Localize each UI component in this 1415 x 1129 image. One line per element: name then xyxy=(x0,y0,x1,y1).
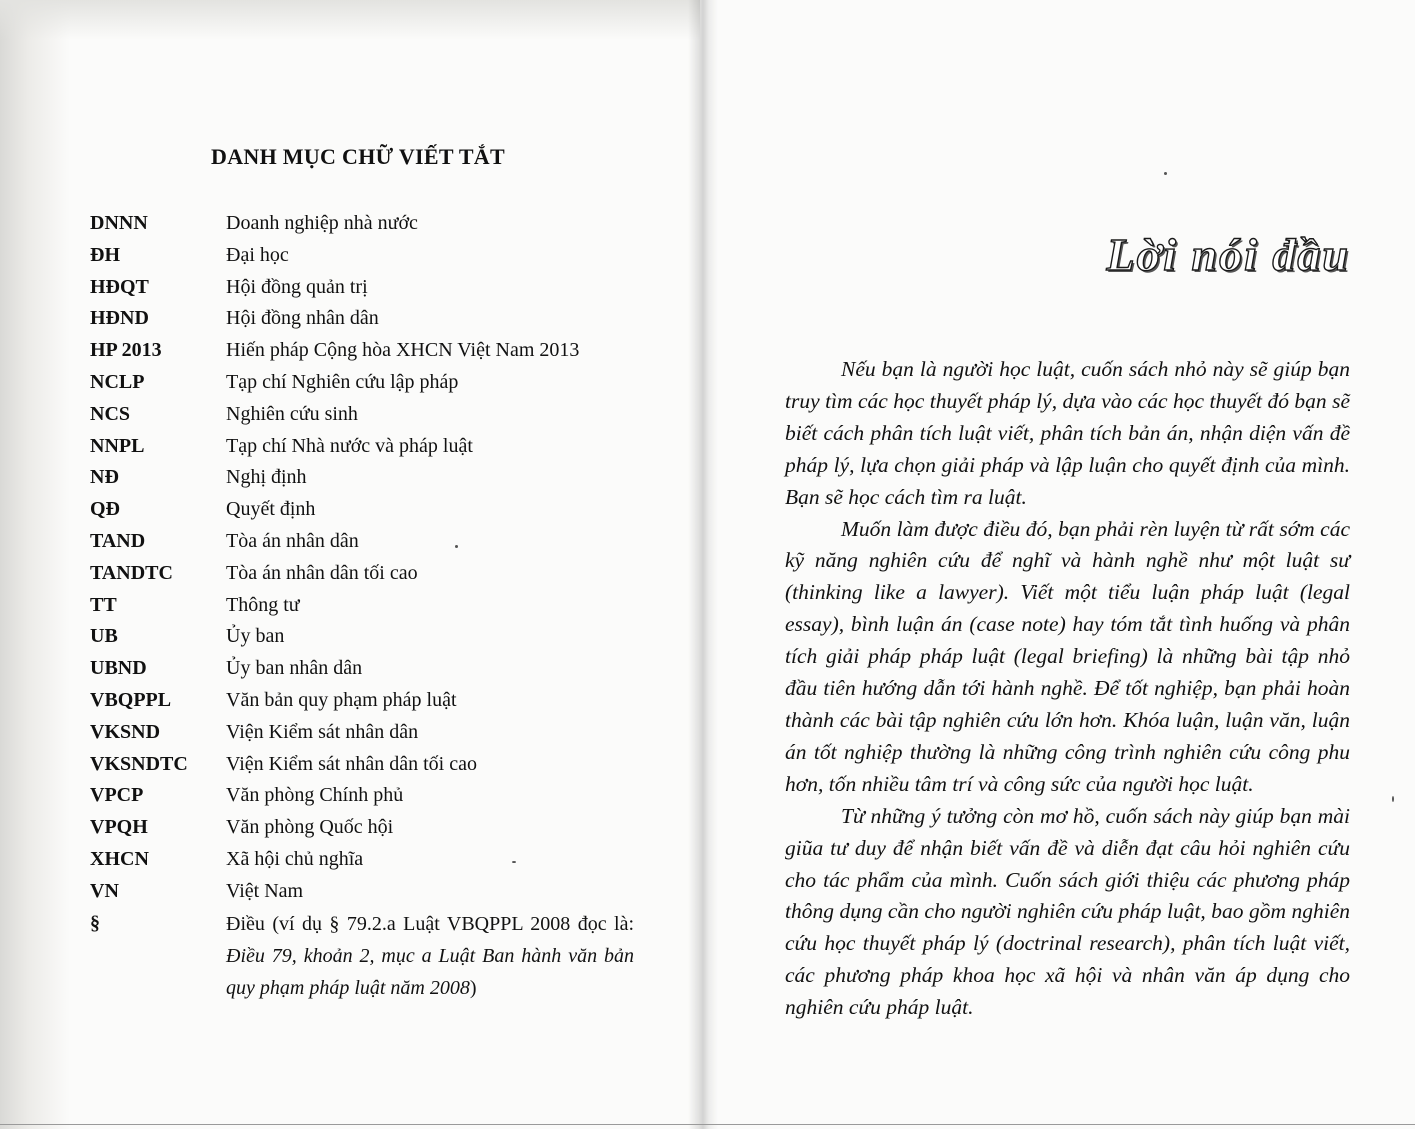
abbreviation-definition: Ủy ban xyxy=(226,625,285,648)
abbreviation-definition: Đại học xyxy=(226,243,289,266)
abbreviation-definition: Nghị định xyxy=(226,466,307,489)
abbreviation-row xyxy=(90,685,650,717)
abbreviations-list xyxy=(90,208,650,1008)
abbreviation-definition: Viện Kiểm sát nhân dân xyxy=(226,720,419,743)
abbreviation-term: XHCN xyxy=(90,847,149,870)
abbreviation-row xyxy=(90,240,650,272)
abbreviation-row xyxy=(90,590,650,622)
abbreviation-definition: Văn phòng Chính phủ xyxy=(226,784,404,807)
abbreviation-term: NNPL xyxy=(90,434,145,457)
abbreviation-definition: Nghiên cứu sinh xyxy=(226,402,358,425)
preface-body xyxy=(785,354,1350,1024)
abbreviation-term: NCLP xyxy=(90,370,145,393)
abbreviation-term: HĐND xyxy=(90,307,149,330)
abbreviation-row xyxy=(90,462,650,494)
book-gutter xyxy=(688,0,718,1129)
section-sign-definition-example: Điều 79, khoản 2, mục a Luật Ban hành văn bản quy phạm pháp luật năm 2008 xyxy=(226,944,634,999)
preface-paragraph: Nếu bạn là người học luật, cuốn sách nhỏ này sẽ giúp bạn truy tìm các học thuyết pháp lý, dựa vào các học thuyết đó bạn sẽ biết cách phân tích luật viết, phân tích bản án, nhận diện vấn đề pháp lý, lựa chọn giải pháp và lập luận cho quyết định của mình. Bạn sẽ học cách tìm ra luật. xyxy=(785,357,1350,509)
abbreviation-definition: Việt Nam xyxy=(226,879,304,902)
abbreviations-title: DANH MỤC CHỮ VIẾT TẮT xyxy=(211,144,505,169)
abbreviation-row xyxy=(90,431,650,463)
abbreviation-row xyxy=(90,717,650,749)
abbreviation-term: HĐQT xyxy=(90,275,149,298)
abbreviation-row xyxy=(90,621,650,653)
abbreviation-row-section-sign xyxy=(90,908,650,1008)
abbreviation-term: ĐH xyxy=(90,243,120,266)
abbreviation-definition: Xã hội chủ nghĩa xyxy=(226,847,364,870)
abbreviation-definition: Hiến pháp Cộng hòa XHCN Việt Nam 2013 xyxy=(226,339,580,362)
section-sign-definition-suffix: ) xyxy=(469,976,477,999)
abbreviation-definition: Thông tư xyxy=(226,593,300,616)
abbreviation-row xyxy=(90,367,650,399)
abbreviation-row xyxy=(90,558,650,590)
abbreviation-definition: Văn bản quy phạm pháp luật xyxy=(226,688,457,711)
abbreviation-term: DNNN xyxy=(90,212,148,234)
abbreviation-term: UB xyxy=(90,625,118,648)
abbreviation-row xyxy=(90,812,650,844)
abbreviation-definition: Văn phòng Quốc hội xyxy=(226,816,394,839)
preface-paragraph: Muốn làm được điều đó, bạn phải rèn luyện từ rất sớm các kỹ năng nghiên cứu để nghĩ và hành nghề như một luật sư (thinking like a lawyer). Viết một tiểu luận pháp luật (legal essay), bình luận án (case note) hay tóm tắt tình huống và phân tích giải pháp pháp luật (legal briefing) là những bài tập nhỏ đầu tiên hướng dẫn tới hành nghề. Để tốt nghiệp, bạn phải hoàn thành các bài tập nghiên cứu lớn hơn. Khóa luận, luận văn, luận án tốt nghiệp thường là những công trình nghiên cứu công phu hơn, tốn nhiều tâm trí và công sức của người học luật. xyxy=(785,516,1350,796)
preface-title: Lời nói đầu xyxy=(1106,229,1350,280)
abbreviation-row xyxy=(90,335,650,367)
page-bottom-edge xyxy=(0,1124,1415,1125)
abbreviation-definition: Tạp chí Nhà nước và pháp luật xyxy=(226,434,473,457)
scan-speck xyxy=(1392,796,1394,802)
abbreviation-definition: Ủy ban nhân dân xyxy=(226,657,363,680)
abbreviation-term: VPQH xyxy=(90,816,148,839)
abbreviation-definition: Tòa án nhân dân xyxy=(226,529,359,552)
abbreviation-term: VN xyxy=(90,879,119,902)
abbreviations-page xyxy=(0,0,700,1129)
abbreviation-term: QĐ xyxy=(90,498,120,521)
abbreviation-definition: Viện Kiểm sát nhân dân tối cao xyxy=(226,752,477,775)
abbreviation-row xyxy=(90,876,650,908)
abbreviation-row xyxy=(90,780,650,812)
abbreviation-term: HP 2013 xyxy=(90,339,162,362)
abbreviation-term: VKSND xyxy=(90,720,161,743)
abbreviation-term: NCS xyxy=(90,402,131,425)
abbreviation-term: VPCP xyxy=(90,784,144,807)
preface-page xyxy=(715,0,1415,1129)
abbreviation-term: VKSNDTC xyxy=(90,752,188,775)
abbreviation-definition: Tạp chí Nghiên cứu lập pháp xyxy=(226,370,459,393)
abbreviation-definition: Doanh nghiệp nhà nước xyxy=(226,212,418,234)
abbreviation-term: TANDTC xyxy=(90,561,173,584)
abbreviation-row xyxy=(90,653,650,685)
abbreviation-term: TT xyxy=(90,593,117,616)
abbreviation-term: VBQPPL xyxy=(90,688,172,711)
abbreviation-definition: Hội đồng quản trị xyxy=(226,275,368,298)
abbreviation-term: TAND xyxy=(90,529,146,552)
abbreviation-row xyxy=(90,303,650,335)
abbreviation-term: UBND xyxy=(90,657,147,680)
abbreviation-definition: Hội đồng nhân dân xyxy=(226,307,379,330)
abbreviation-row xyxy=(90,494,650,526)
section-sign-term: § xyxy=(90,911,100,934)
abbreviation-term: NĐ xyxy=(90,466,119,489)
scan-speck xyxy=(455,545,458,548)
preface-paragraph: Từ những ý tưởng còn mơ hồ, cuốn sách này giúp bạn mài giũa tư duy để nhận biết vấn đề và diễn đạt câu hỏi nghiên cứu cho tác phẩm của mình. Cuốn sách giới thiệu các phương pháp thông dụng cần cho người nghiên cứu pháp luật, bao gồm nghiên cứu học thuyết pháp lý (doctrinal research), phân tích luật viết, các phương pháp khoa học xã hội và nhân văn áp dụng cho nghiên cứu pháp luật. xyxy=(785,803,1350,1020)
section-sign-definition-prefix: Điều (ví dụ § 79.2.a Luật VBQPPL 2008 đọc là: xyxy=(226,912,634,935)
abbreviation-row xyxy=(90,749,650,781)
abbreviation-row xyxy=(90,526,650,558)
abbreviation-row xyxy=(90,272,650,304)
abbreviation-row xyxy=(90,208,650,240)
scan-speck xyxy=(1164,172,1167,175)
scan-speck xyxy=(512,861,516,863)
abbreviation-definition: Tòa án nhân dân tối cao xyxy=(226,561,418,584)
abbreviation-definition: Quyết định xyxy=(226,498,316,521)
abbreviation-row xyxy=(90,399,650,431)
section-sign-definition xyxy=(226,908,634,1004)
abbreviation-row xyxy=(90,844,650,876)
